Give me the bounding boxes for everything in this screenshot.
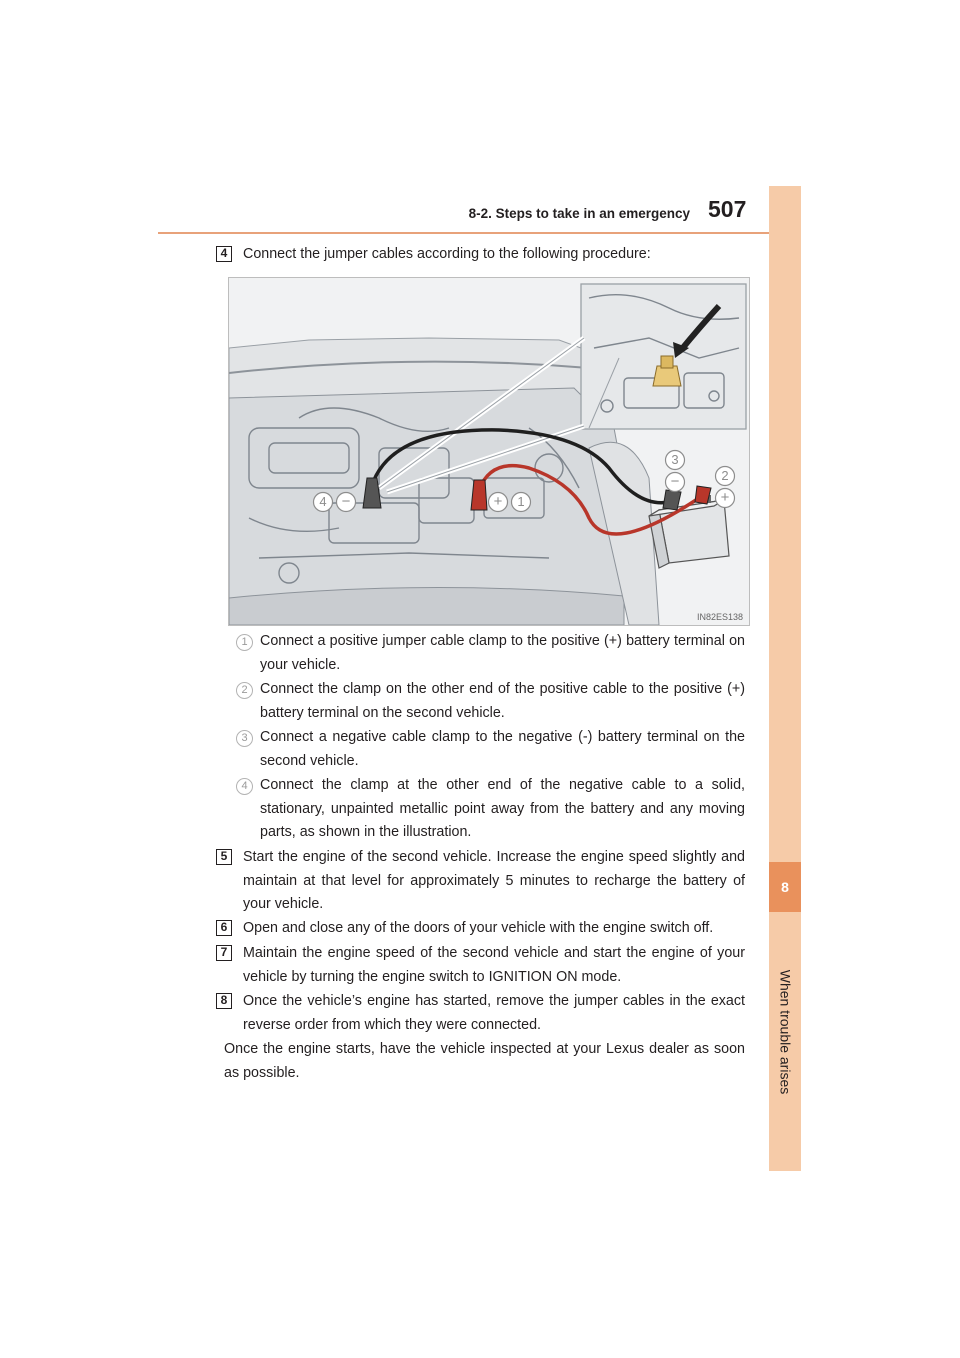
illustration-code: IN82ES138	[696, 612, 743, 622]
header-rule	[158, 232, 800, 234]
step-badge-4: 4	[216, 246, 232, 262]
callout-other-negative-number: 3	[671, 452, 679, 467]
step-badge-7: 7	[216, 945, 232, 961]
step-badge-8: 8	[216, 993, 232, 1009]
step-text-8: Once the vehicle’s engine has started, remove the jumper cables in the exact reverse order from which they were connected.	[243, 993, 745, 1033]
chapter-number: 8	[769, 862, 801, 912]
callout-ground-number: 4	[319, 494, 327, 509]
step-text-7: Maintain the engine speed of the second vehicle and start the engine of your vehicle by turning the engine switch to IGNITION ON mode.	[243, 945, 745, 985]
callout-plus-own-symbol: +	[493, 493, 503, 510]
substep-badge-2: 2	[236, 682, 253, 699]
step-text-4: Connect the jumper cables according to the following procedure:	[243, 246, 651, 262]
step-text-6: Open and close any of the doors of your vehicle with the engine switch off.	[243, 920, 714, 936]
callout-minus-own-symbol: −	[341, 493, 351, 510]
jump-start-illustration	[228, 277, 750, 626]
chapter-label	[769, 932, 801, 1132]
closing-note: Once the engine starts, have the vehicle inspected at your Lexus dealer as soon as possible.	[224, 1041, 745, 1081]
header-title: 8-2. Steps to take in an emergency	[468, 206, 690, 221]
substep-text-4: Connect the clamp at the other end of the negative cable to a solid, stationary, unpainted metallic point away from the battery and any moving parts, as shown in the illustration.	[260, 777, 745, 840]
chapter-side-tab	[769, 186, 801, 1171]
page-number: 507	[708, 196, 747, 222]
step-text-5: Start the engine of the second vehicle. Increase the engine speed slightly and maintain at that level for approximately 5 minutes to recharge the battery of your vehicle.	[243, 849, 745, 912]
step-badge-5: 5	[216, 849, 232, 865]
callout-own-positive-number: 1	[517, 494, 525, 509]
callout-other-positive-number: 2	[721, 468, 729, 483]
substep-badge-1: 1	[236, 634, 253, 651]
substep-text-3: Connect a negative cable clamp to the negative (-) battery terminal on the second vehicle.	[260, 729, 745, 769]
substep-text-1: Connect a positive jumper cable clamp to the positive (+) battery terminal on your vehicle.	[260, 633, 745, 673]
step-badge-6: 6	[216, 920, 232, 936]
callout-plus-other-symbol: +	[720, 489, 730, 506]
substep-badge-4: 4	[236, 778, 253, 795]
substep-badge-3: 3	[236, 730, 253, 747]
substep-text-2: Connect the clamp on the other end of the positive cable to the positive (+) battery terminal on the second vehicle.	[260, 681, 745, 721]
chapter-label-text: When trouble arises	[777, 969, 794, 1095]
callout-minus-other-symbol: −	[670, 473, 680, 490]
